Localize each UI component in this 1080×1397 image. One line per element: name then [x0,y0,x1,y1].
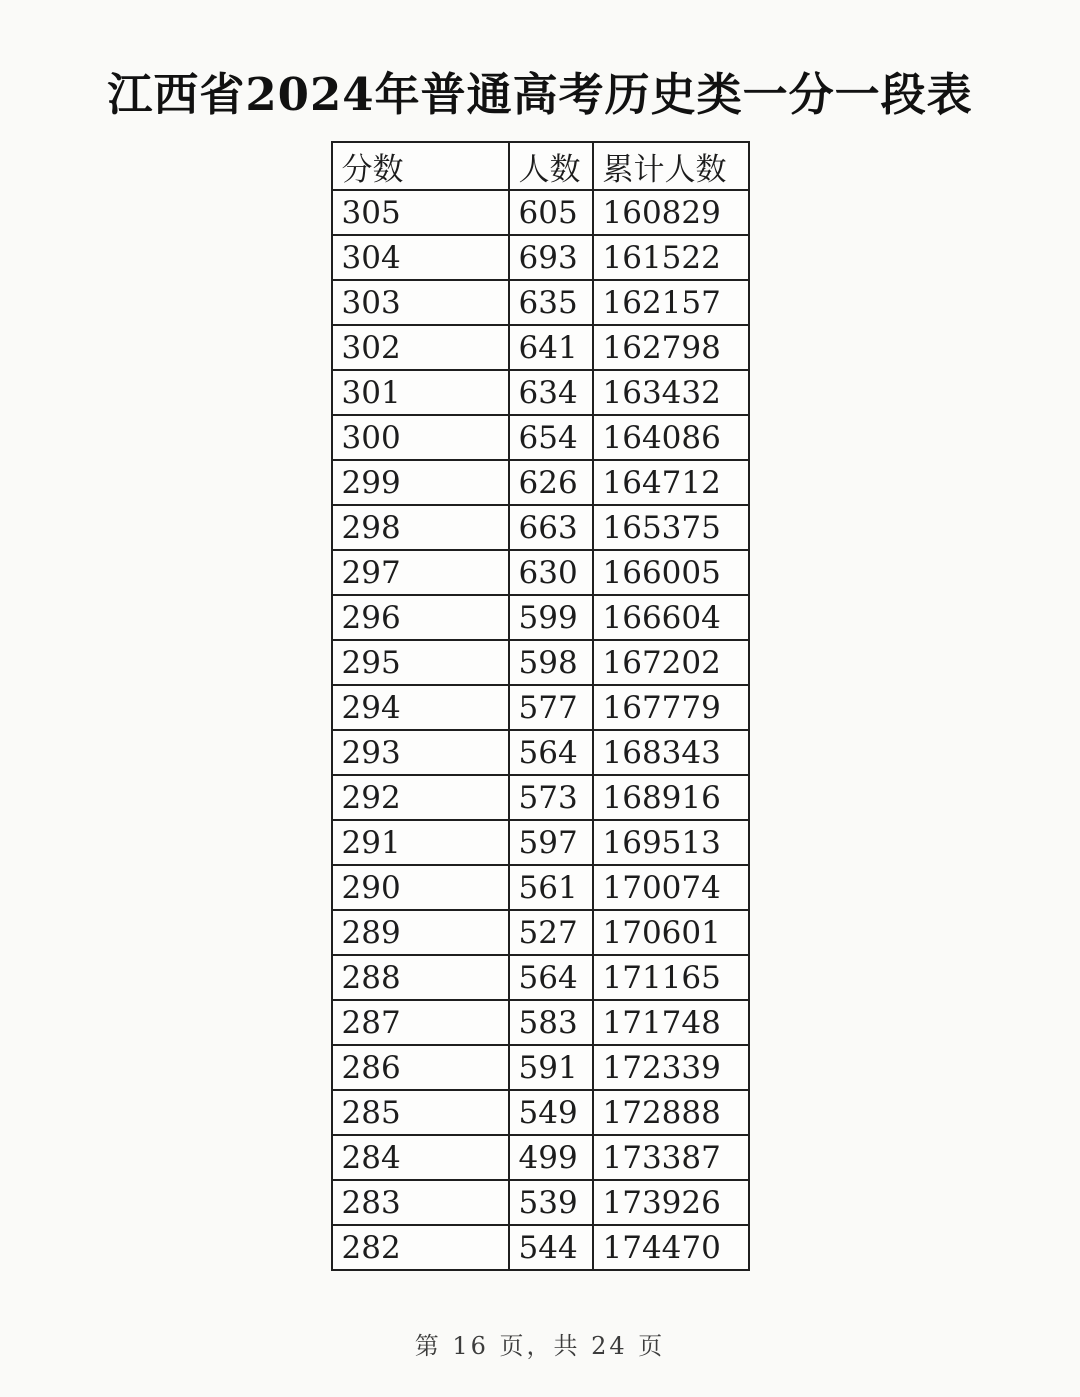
cumulative-cell: 173387 [593,1135,749,1180]
score-cell: 301 [332,370,509,415]
table-row [332,865,749,910]
cumulative-cell: 171165 [593,955,749,1000]
count-cell: 549 [509,1090,593,1135]
table-row [332,280,749,325]
page-number-footer: 第 16 页，共 24 页 [414,1332,666,1360]
count-cell: 564 [509,730,593,775]
count-cell: 539 [509,1180,593,1225]
table-row [332,955,749,1000]
score-cell: 300 [332,415,509,460]
count-cell: 626 [509,460,593,505]
cumulative-cell: 163432 [593,370,749,415]
count-cell: 499 [509,1135,593,1180]
table-row [332,415,749,460]
cumulative-cell: 174470 [593,1225,749,1270]
cumulative-cell: 162798 [593,325,749,370]
count-cell: 577 [509,685,593,730]
count-cell: 583 [509,1000,593,1045]
table-row [332,325,749,370]
page-title: 江西省2024年普通高考历史类一分一段表 [107,68,973,121]
document-page [0,58,1080,1397]
table-row [332,595,749,640]
score-cell: 284 [332,1135,509,1180]
cumulative-cell: 164086 [593,415,749,460]
header-cumulative: 累计人数 [593,142,749,190]
cumulative-cell: 170074 [593,865,749,910]
score-cell: 290 [332,865,509,910]
header-score: 分数 [332,142,509,190]
score-cell: 304 [332,235,509,280]
header-count: 人数 [509,142,593,190]
score-cell: 286 [332,1045,509,1090]
score-cell: 299 [332,460,509,505]
cumulative-cell: 172888 [593,1090,749,1135]
cumulative-cell: 161522 [593,235,749,280]
table-row [332,775,749,820]
count-cell: 635 [509,280,593,325]
table-row [332,370,749,415]
table-row [332,1135,749,1180]
cumulative-cell: 169513 [593,820,749,865]
count-cell: 693 [509,235,593,280]
cumulative-cell: 167779 [593,685,749,730]
cumulative-cell: 173926 [593,1180,749,1225]
count-cell: 605 [509,190,593,235]
table-row [332,1045,749,1090]
cumulative-cell: 160829 [593,190,749,235]
table-row [332,1180,749,1225]
table-row [332,550,749,595]
table-row [332,235,749,280]
count-cell: 591 [509,1045,593,1090]
score-cell: 282 [332,1225,509,1270]
cumulative-cell: 167202 [593,640,749,685]
score-cell: 293 [332,730,509,775]
score-cell: 288 [332,955,509,1000]
table-row [332,1090,749,1135]
count-cell: 597 [509,820,593,865]
score-cell: 297 [332,550,509,595]
score-cell: 287 [332,1000,509,1045]
cumulative-cell: 172339 [593,1045,749,1090]
table-row [332,910,749,955]
cumulative-cell: 165375 [593,505,749,550]
table-row [332,1000,749,1045]
count-cell: 527 [509,910,593,955]
score-cell: 285 [332,1090,509,1135]
count-cell: 630 [509,550,593,595]
table-row [332,1225,749,1270]
score-cell: 295 [332,640,509,685]
score-cell: 303 [332,280,509,325]
count-cell: 641 [509,325,593,370]
cumulative-cell: 168916 [593,775,749,820]
count-cell: 561 [509,865,593,910]
score-cell: 289 [332,910,509,955]
score-cell: 302 [332,325,509,370]
score-distribution-table [331,141,750,1271]
score-cell: 298 [332,505,509,550]
cumulative-cell: 166604 [593,595,749,640]
cumulative-cell: 168343 [593,730,749,775]
score-cell: 305 [332,190,509,235]
cumulative-cell: 166005 [593,550,749,595]
score-cell: 296 [332,595,509,640]
count-cell: 654 [509,415,593,460]
count-cell: 544 [509,1225,593,1270]
count-cell: 663 [509,505,593,550]
score-cell: 291 [332,820,509,865]
count-cell: 573 [509,775,593,820]
count-cell: 564 [509,955,593,1000]
cumulative-cell: 171748 [593,1000,749,1045]
table-row [332,460,749,505]
cumulative-cell: 162157 [593,280,749,325]
cumulative-cell: 164712 [593,460,749,505]
count-cell: 599 [509,595,593,640]
count-cell: 598 [509,640,593,685]
table-row [332,685,749,730]
score-cell: 283 [332,1180,509,1225]
cumulative-cell: 170601 [593,910,749,955]
table-header-row [332,142,749,190]
table-row [332,190,749,235]
table-row [332,505,749,550]
count-cell: 634 [509,370,593,415]
score-cell: 292 [332,775,509,820]
score-cell: 294 [332,685,509,730]
table-row [332,820,749,865]
table-row [332,640,749,685]
table-row [332,730,749,775]
